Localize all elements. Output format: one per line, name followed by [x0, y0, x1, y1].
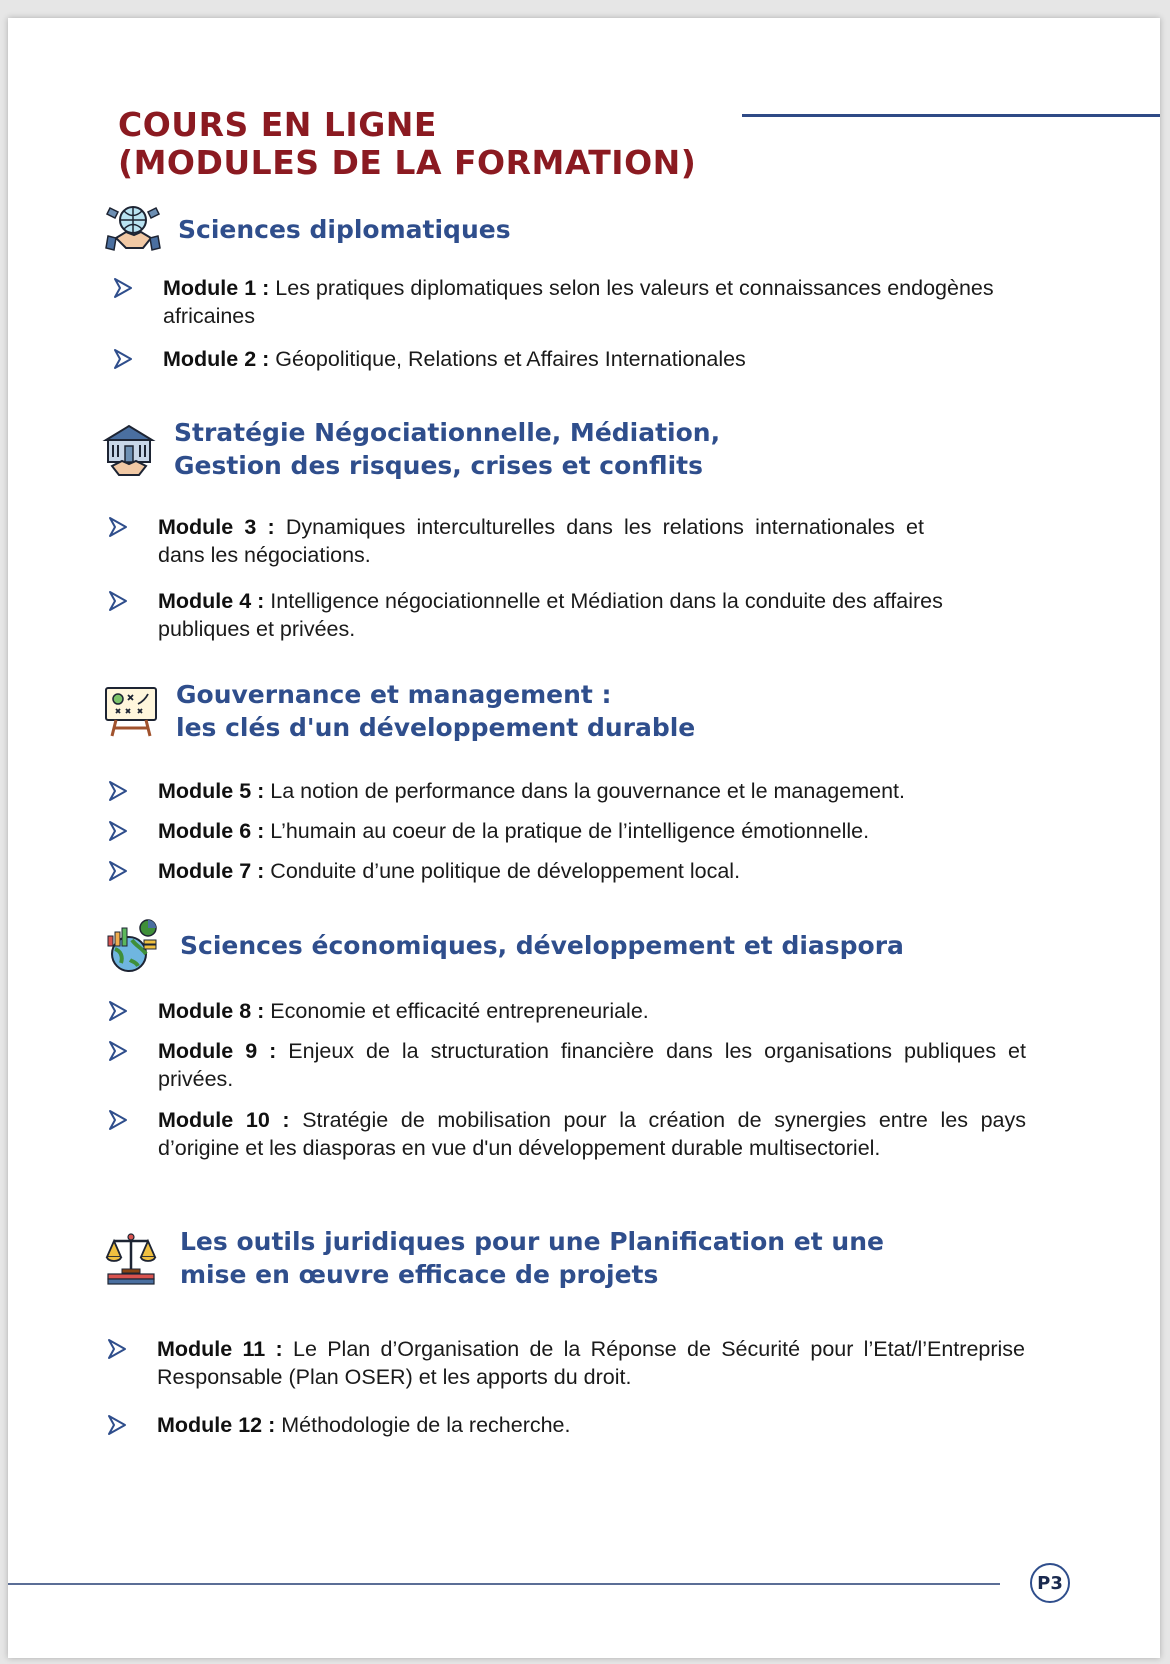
building-handshake-icon	[100, 420, 158, 478]
chevron-right-icon	[106, 819, 130, 843]
module-item	[106, 513, 924, 569]
module-item	[106, 777, 1106, 805]
module-label: Module 7 :	[158, 859, 265, 883]
section-header-economie	[102, 916, 904, 974]
module-item	[106, 1037, 1026, 1093]
module-item	[106, 857, 1106, 885]
globe-economy-icon	[102, 916, 160, 974]
section-header-diplomatie	[104, 200, 511, 258]
section-header-gouvernance	[102, 678, 695, 744]
handshake-globe-icon	[104, 200, 162, 258]
module-item	[105, 1335, 1025, 1391]
module-label: Module 5 :	[158, 779, 265, 803]
section-title-gouvernance: Gouvernance et management : les clés d'un développement durable	[176, 680, 696, 742]
chevron-right-icon	[106, 589, 130, 613]
chevron-right-icon	[106, 1108, 130, 1132]
chevron-right-icon	[105, 1413, 129, 1437]
module-label: Module 10 :	[158, 1108, 290, 1132]
chevron-right-icon	[106, 859, 130, 883]
module-text: L’humain au coeur de la pratique de l’intelligence émotionnelle.	[270, 819, 870, 843]
module-text: Conduite d’une politique de développement local.	[270, 859, 741, 883]
section-header-negociation	[100, 416, 720, 482]
page-number: P3	[1030, 1563, 1070, 1603]
page-title	[118, 106, 696, 182]
section-title-diplomatie: Sciences diplomatiques	[178, 214, 511, 244]
section-header-juridique	[102, 1225, 884, 1291]
module-item	[105, 1411, 1025, 1439]
module-item	[106, 817, 1106, 845]
title-line-1: COURS EN LIGNE	[118, 105, 437, 144]
module-item	[111, 274, 1031, 330]
chevron-right-icon	[106, 1039, 130, 1063]
module-label: Module 6 :	[158, 819, 265, 843]
footer-rule	[8, 1583, 1000, 1585]
module-label: Module 9 :	[158, 1039, 277, 1063]
chevron-right-icon	[106, 515, 130, 539]
section-title-economie: Sciences économiques, développement et diaspora	[180, 930, 904, 960]
module-text: Intelligence négociationnelle et Médiation dans la conduite des affaires publiques et privées.	[158, 589, 943, 641]
module-text: Méthodologie de la recherche.	[281, 1413, 571, 1437]
module-text: Dynamiques interculturelles dans les relations internationales et dans les négociations.	[158, 515, 924, 567]
module-text: Géopolitique, Relations et Affaires Internationales	[275, 347, 746, 371]
justice-scale-icon	[102, 1229, 160, 1287]
module-text: Le Plan d’Organisation de la Réponse de Sécurité pour l’Etat/l’Entreprise Responsable (Plan OSER) et les apports du droit.	[157, 1337, 1025, 1389]
module-label: Module 4 :	[158, 589, 265, 613]
strategy-board-icon	[102, 682, 160, 740]
title-line-2: (MODULES DE LA FORMATION)	[118, 143, 697, 182]
module-text: Les pratiques diplomatiques selon les valeurs et connaissances endogènes africaines	[163, 276, 994, 328]
chevron-right-icon	[111, 276, 135, 300]
module-label: Module 1 :	[163, 276, 270, 300]
module-label: Module 8 :	[158, 999, 265, 1023]
chevron-right-icon	[106, 779, 130, 803]
module-item	[111, 345, 1031, 373]
chevron-right-icon	[105, 1337, 129, 1361]
module-text: Economie et efficacité entrepreneuriale.	[270, 999, 649, 1023]
module-label: Module 12 :	[157, 1413, 276, 1437]
module-item	[106, 997, 1026, 1025]
title-rule	[742, 114, 1160, 117]
chevron-right-icon	[111, 347, 135, 371]
module-text: Enjeux de la structuration financière dans les organisations publiques et privées.	[158, 1039, 1026, 1091]
document-page	[8, 18, 1160, 1658]
section-title-negociation: Stratégie Négociationnelle, Médiation, Gestion des risques, crises et conflits	[174, 418, 721, 480]
module-label: Module 3 :	[158, 515, 275, 539]
module-item	[106, 1106, 1026, 1162]
module-label: Module 11 :	[157, 1337, 283, 1361]
module-label: Module 2 :	[163, 347, 270, 371]
chevron-right-icon	[106, 999, 130, 1023]
module-item	[106, 587, 1026, 643]
section-title-juridique: Les outils juridiques pour une Planification et une mise en œuvre efficace de projets	[180, 1227, 884, 1289]
module-text: La notion de performance dans la gouvernance et le management.	[270, 779, 905, 803]
module-text: Stratégie de mobilisation pour la création de synergies entre les pays d’origine et les diasporas en vue d'un développement durable multisectoriel.	[158, 1108, 1026, 1160]
